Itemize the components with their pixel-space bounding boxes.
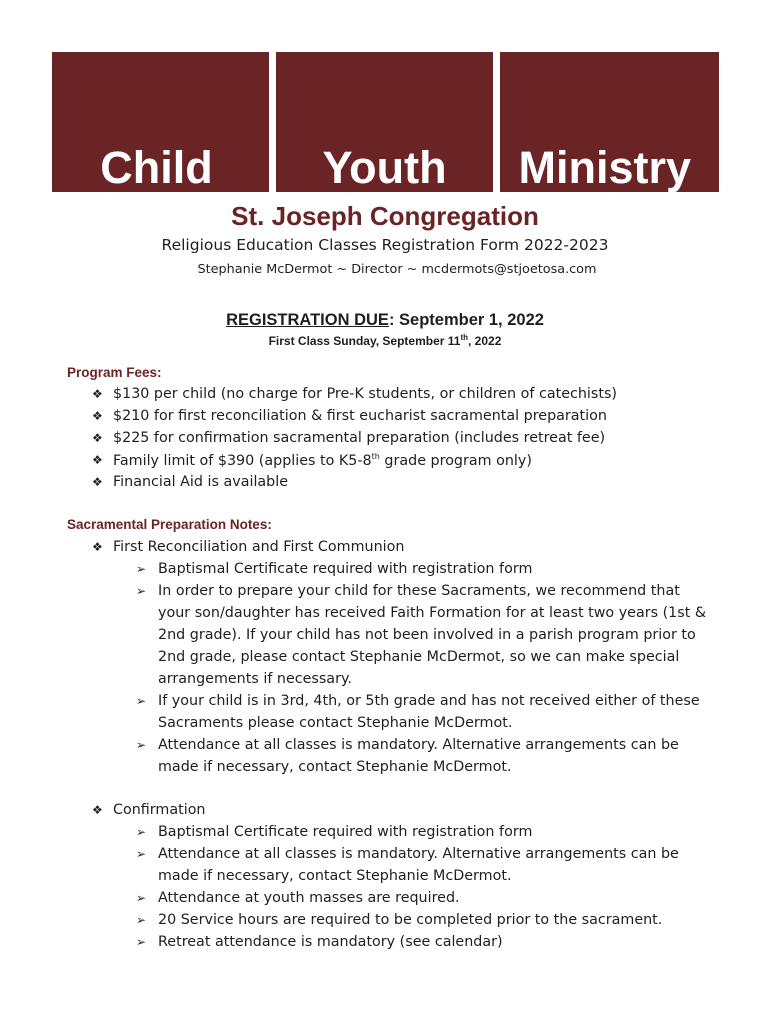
list-item [92, 386, 617, 402]
note-continuation: arrangements if necessary. [158, 671, 352, 687]
page-title: St. Joseph Congregation [231, 201, 539, 231]
list-item [92, 474, 289, 490]
list-item [136, 846, 679, 862]
diamond-bullet-icon: ❖ [92, 431, 103, 445]
fee-item-text-a: Family limit of $390 (applies to K5-8 [113, 452, 372, 469]
diamond-bullet-icon: ❖ [92, 475, 103, 489]
list-item [136, 561, 533, 577]
registration-due-label: REGISTRATION DUE [226, 311, 389, 329]
list-item [92, 408, 607, 424]
list-item [136, 824, 533, 840]
fee-item-text: $130 per child (no charge for Pre-K students, or children of catechists) [113, 386, 617, 402]
list-item [92, 802, 206, 818]
first-class-sup: th [460, 333, 469, 342]
note-continuation: 2nd grade, please contact Stephanie McDermot, so we can make special [158, 649, 680, 665]
registration-due-date: : September 1, 2022 [388, 311, 544, 329]
list-item [92, 452, 532, 469]
note-text: 20 Service hours are required to be completed prior to the sacrament. [158, 912, 663, 928]
arrow-bullet-icon: ➢ [136, 825, 147, 839]
registration-due [0, 311, 770, 330]
list-item [136, 583, 680, 599]
arrow-bullet-icon: ➢ [136, 694, 147, 708]
sacramental-notes-heading: Sacramental Preparation Notes: [67, 517, 272, 532]
list-item [136, 912, 663, 928]
fee-item-text: $225 for confirmation sacramental preparation (includes retreat fee) [113, 430, 606, 446]
fee-item-text [113, 452, 532, 469]
banner-word-child: Child [100, 142, 213, 193]
diamond-bullet-icon: ❖ [92, 803, 103, 817]
arrow-bullet-icon: ➢ [136, 847, 147, 861]
note-text: Attendance at all classes is mandatory. Alternative arrangements can be [158, 846, 679, 862]
diamond-bullet-icon: ❖ [92, 409, 103, 423]
list-item [92, 430, 606, 446]
note-text: Attendance at youth masses are required. [158, 890, 460, 906]
note-text: Retreat attendance is mandatory (see calendar) [158, 934, 503, 950]
arrow-bullet-icon: ➢ [136, 913, 147, 927]
first-class-text: First Class Sunday, September 11 [268, 334, 461, 348]
note-text: Baptismal Certificate required with registration form [158, 824, 533, 840]
fee-item-text: $210 for first reconciliation & first eucharist sacramental preparation [113, 408, 607, 424]
banner-block-youth [276, 52, 493, 192]
arrow-bullet-icon: ➢ [136, 935, 147, 949]
list-item [92, 539, 405, 555]
diamond-bullet-icon: ❖ [92, 453, 103, 467]
diamond-bullet-icon: ❖ [92, 540, 103, 554]
program-fees-heading: Program Fees: [67, 365, 162, 380]
director-contact: Stephanie McDermot ~ Director ~ mcdermots@stjoetosa.com [197, 262, 597, 277]
first-communion-title: First Reconciliation and First Communion [113, 539, 405, 555]
fee-item-text-b: grade program only) [379, 452, 532, 469]
first-class-date [0, 333, 770, 348]
note-continuation: made if necessary, contact Stephanie McDermot. [158, 868, 512, 884]
banner-block-child [52, 52, 269, 192]
list-item [136, 737, 679, 753]
fee-item-text: Financial Aid is available [113, 474, 289, 490]
arrow-bullet-icon: ➢ [136, 584, 147, 598]
note-text: Baptismal Certificate required with registration form [158, 561, 533, 577]
arrow-bullet-icon: ➢ [136, 738, 147, 752]
banner-word-ministry: Ministry [518, 142, 691, 193]
note-text: In order to prepare your child for these Sacraments, we recommend that [158, 583, 680, 599]
banner-block-ministry [500, 52, 719, 192]
arrow-bullet-icon: ➢ [136, 891, 147, 905]
first-class-year: , 2022 [468, 334, 502, 348]
banner-word-youth: Youth [322, 142, 447, 193]
note-continuation: your son/daughter has received Faith Formation for at least two years (1st & [158, 605, 707, 621]
list-item [136, 693, 700, 709]
form-title: Religious Education Classes Registration Form 2022-2023 [161, 236, 609, 254]
confirmation-title: Confirmation [113, 802, 206, 818]
note-continuation: made if necessary, contact Stephanie McDermot. [158, 759, 512, 775]
note-continuation: 2nd grade). If your child has not been involved in a parish program prior to [158, 627, 696, 643]
diamond-bullet-icon: ❖ [92, 387, 103, 401]
list-item [136, 934, 503, 950]
arrow-bullet-icon: ➢ [136, 562, 147, 576]
note-continuation: Sacraments please contact Stephanie McDermot. [158, 715, 513, 731]
list-item [136, 890, 460, 906]
note-text: If your child is in 3rd, 4th, or 5th grade and has not received either of these [158, 693, 700, 709]
fee-item-sup: th [371, 452, 380, 461]
note-text: Attendance at all classes is mandatory. Alternative arrangements can be [158, 737, 679, 753]
